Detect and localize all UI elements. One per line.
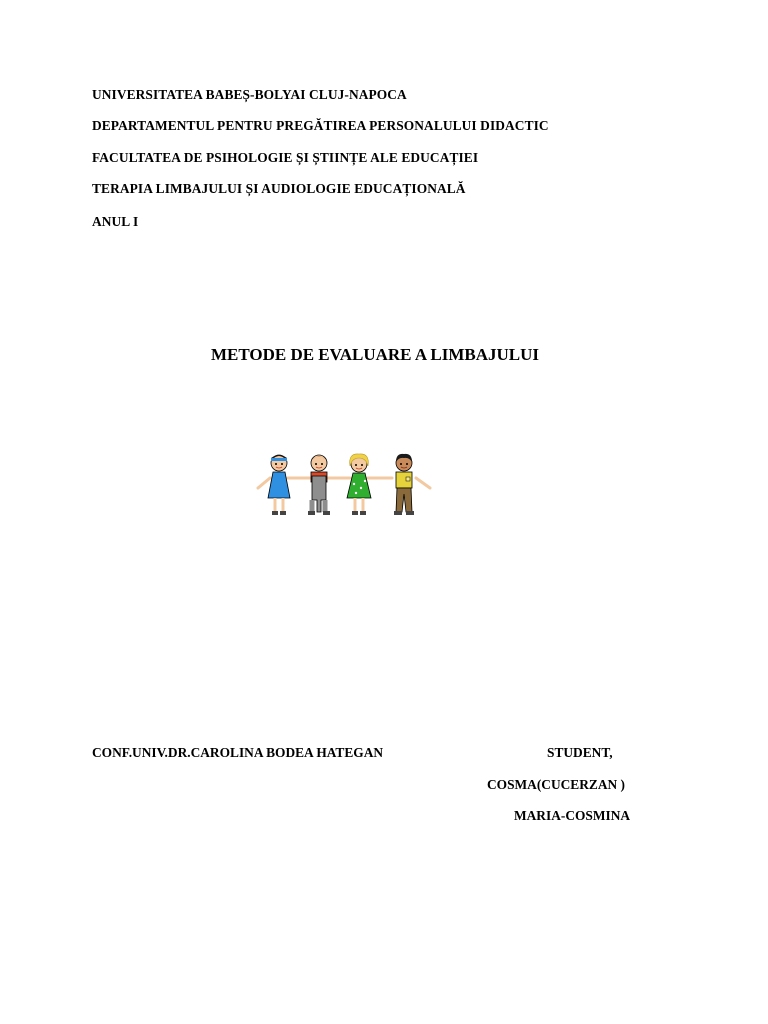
document-title: METODE DE EVALUARE A LIMBAJULUI	[210, 345, 540, 364]
children-holding-hands-icon	[252, 452, 434, 520]
child-boy-yellow	[394, 454, 414, 515]
child-boy-overalls	[308, 455, 330, 515]
child-girl-blue	[268, 455, 290, 515]
department-name: DEPARTAMENTUL PENTRU PREGĂTIREA PERSONALULUI DIDACTIC	[92, 118, 549, 133]
student-surname: COSMA(CUCERZAN )	[487, 777, 625, 792]
professor-name: CONF.UNIV.DR.CAROLINA BODEA HATEGAN	[92, 745, 384, 760]
faculty-name: FACULTATEA DE PSIHOLOGIE ȘI ȘTIINȚE ALE EDUCAȚIEI	[92, 150, 479, 165]
university-name: UNIVERSITATEA BABEȘ-BOLYAI CLUJ-NAPOCA	[92, 87, 407, 102]
student-label: STUDENT,	[547, 745, 613, 760]
student-given-name: MARIA-COSMINA	[514, 808, 631, 823]
program-name: TERAPIA LIMBAJULUI ȘI AUDIOLOGIE EDUCAȚIONALĂ	[92, 181, 466, 196]
child-girl-green	[347, 454, 371, 515]
study-year: ANUL I	[92, 214, 139, 229]
